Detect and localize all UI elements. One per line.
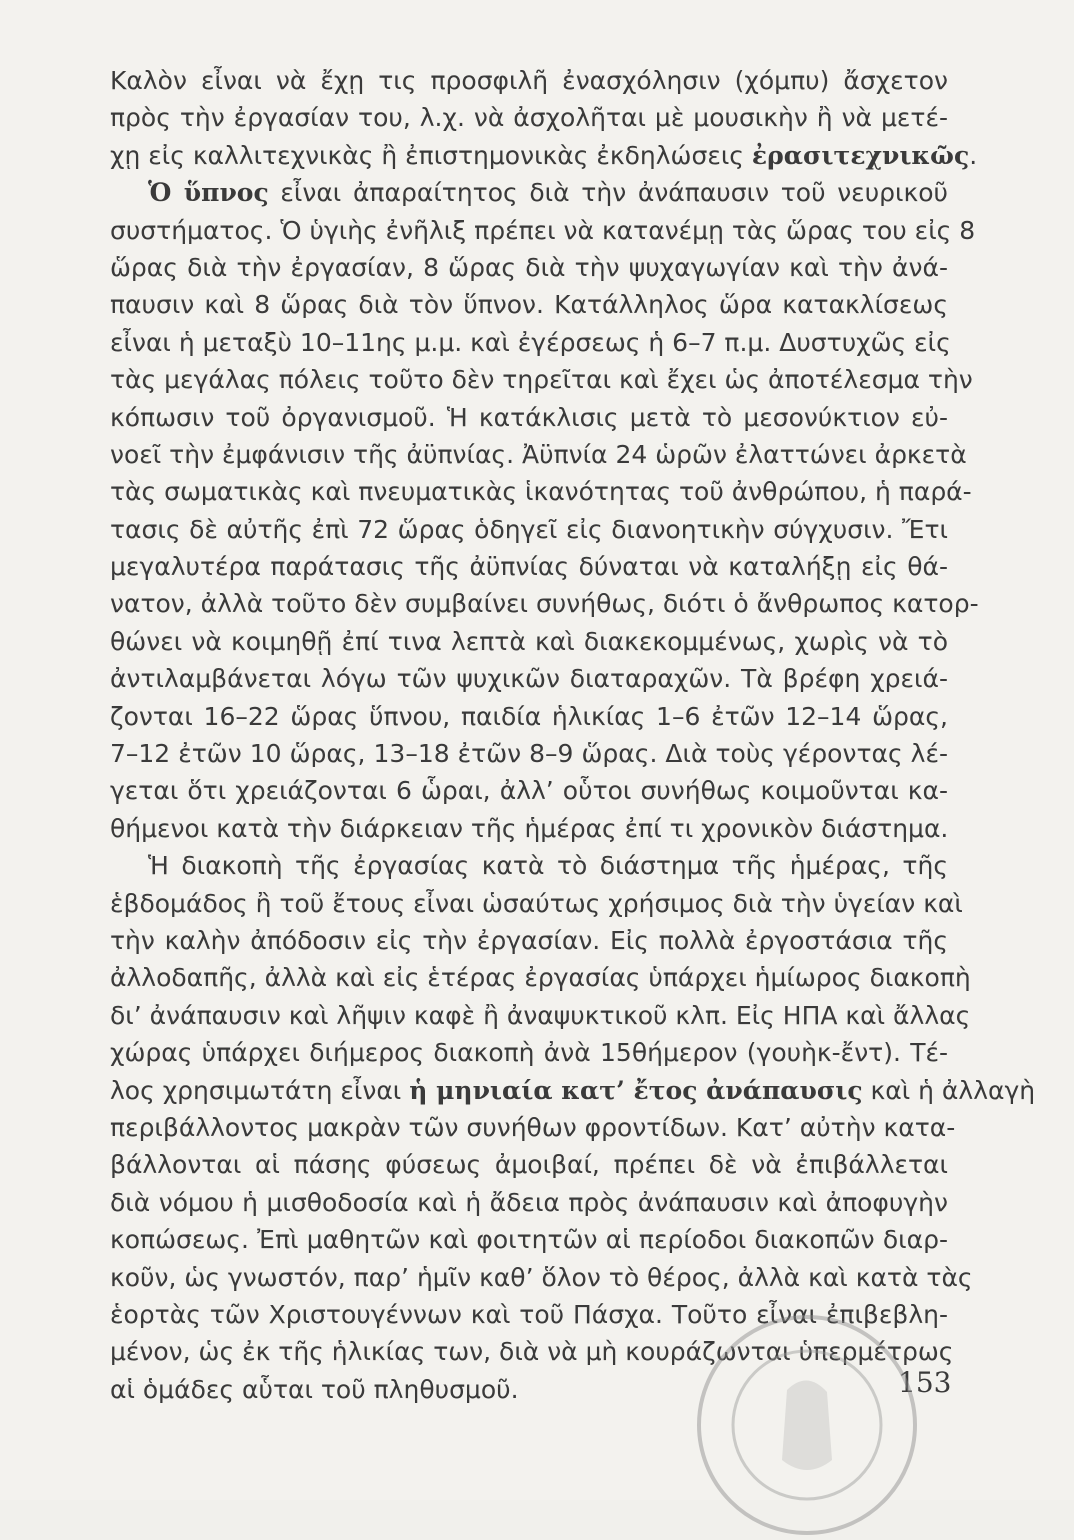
text-line: αἱ ὁμάδες αὗται τοῦ πληθυσμοῦ. (110, 1374, 519, 1404)
text-line: ἀντιλαμβάνεται λόγω τῶν ψυχικῶν διαταραχῶν. Τὰ βρέφη χρειά- (110, 664, 948, 694)
text-line: 7–12 ἐτῶν 10 ὥρας, 13–18 ἐτῶν 8–9 ὥρας. Διὰ τοὺς γέροντας λέ- (110, 739, 948, 769)
text-line: παυσιν καὶ 8 ὥρας διὰ τὸν ὕπνον. Κατάλληλος ὥρα κατακλίσεως (110, 290, 948, 320)
text-line: ὥρας διὰ τὴν ἐργασίαν, 8 ὥρας διὰ τὴν ψυχαγωγίαν καὶ τὴν ἀνά- (110, 252, 948, 282)
text-line: γεται ὅτι χρειάζονται 6 ὧραι, ἀλλ’ οὗτοι συνήθως κοιμοῦνται κα- (110, 776, 948, 806)
bold-term: ἡ μηνιαία κατ’ ἔτος ἀνάπαυσις (409, 1075, 863, 1105)
text-line: τὴν καλὴν ἀπόδοσιν εἰς τὴν ἐργασίαν. Εἰς πολλὰ ἐργοστάσια τῆς (110, 925, 948, 955)
text-line: Ἡ διακοπὴ τῆς ἐργασίας κατὰ τὸ διάστημα τῆς ἡμέρας, τῆς (148, 851, 948, 881)
text-line: μεγαλυτέρα παράτασις τῆς ἀϋπνίας δύναται νὰ καταλήξῃ εἰς θά- (110, 552, 948, 582)
text-line: μένον, ὡς ἐκ τῆς ἡλικίας των, διὰ νὰ μὴ κουράζωνται ὑπερμέτρως (110, 1337, 954, 1367)
text-line: ζονται 16–22 ὥρας ὕπνου, παιδία ἡλικίας 1–6 ἐτῶν 12–14 ὥρας, (110, 701, 948, 731)
library-stamp-icon (692, 1310, 922, 1540)
text-segment: εἶναι ἀπαραίτητος διὰ τὴν ἀνάπαυσιν τοῦ νευρικοῦ (268, 178, 948, 208)
body-text (110, 62, 1036, 1408)
bold-term: ἐρασιτεχνικῶς (751, 140, 970, 170)
text-line: συστήματος. Ὁ ὑγιὴς ἐνῆλιξ πρέπει νὰ κατανέμῃ τὰς ὥρας του εἰς 8 (110, 215, 976, 245)
text-line: πρὸς τὴν ἐργασίαν του, λ.χ. νὰ ἀσχολῆται μὲ μουσικὴν ἢ νὰ μετέ- (110, 103, 948, 133)
text-segment: λος χρησιμωτάτη εἶναι (110, 1075, 410, 1105)
text-line: κόπωσιν τοῦ ὀργανισμοῦ. Ἡ κατάκλισις μετὰ τὸ μεσονύκτιον εὐ- (110, 402, 948, 432)
text-line (110, 174, 948, 211)
text-line: τὰς σωματικὰς καὶ πνευματικὰς ἱκανότητας τοῦ ἀνθρώπου, ἡ παρά- (110, 477, 972, 507)
text-line: ἑορτὰς τῶν Χριστουγέννων καὶ τοῦ Πάσχα. Τοῦτο εἶναι ἐπιβεβλη- (110, 1299, 948, 1329)
text-line: εἶναι ἡ μεταξὺ 10–11ης μ.μ. καὶ ἐγέρσεως ἡ 6–7 π.μ. Δυστυχῶς εἰς (110, 327, 951, 357)
text-line: βάλλονται αἱ πάσης φύσεως ἀμοιβαί, πρέπει δὲ νὰ ἐπιβάλλεται (110, 1150, 948, 1180)
text-line: ἀλλοδαπῆς, ἀλλὰ καὶ εἰς ἑτέρας ἐργασίας ὑπάρχει ἡμίωρος διακοπὴ (110, 963, 971, 993)
text-line: περιβάλλοντος μακρὰν τῶν συνήθων φροντίδων. Κατ’ αὐτὴν κατα- (110, 1112, 956, 1142)
text-line (110, 137, 978, 174)
text-line: διὰ νόμου ἡ μισθοδοσία καὶ ἡ ἄδεια πρὸς ἀνάπαυσιν καὶ ἀποφυγὴν (110, 1187, 948, 1217)
text-line: κοῦν, ὡς γνωστόν, παρ’ ἡμῖν καθ’ ὅλον τὸ θέρος, ἀλλὰ καὶ κατὰ τὰς (110, 1262, 973, 1292)
text-segment: χῃ εἰς καλλιτεχνικὰς ἢ ἐπιστημονικὰς ἐκδηλώσεις (110, 140, 752, 170)
text-line: θήμενοι κατὰ τὴν διάρκειαν τῆς ἡμέρας ἐπί τι χρονικὸν διάστημα. (110, 813, 949, 843)
text-line: νατον, ἀλλὰ τοῦτο δὲν συμβαίνει συνήθως, διότι ὁ ἄνθρωπος κατορ- (110, 589, 979, 619)
text-line: ἑβδομάδος ἢ τοῦ ἔτους εἶναι ὡσαύτως χρήσιμος διὰ τὴν ὑγείαν καὶ (110, 888, 963, 918)
bold-term: Ὁ ὕπνος (148, 178, 269, 208)
text-segment: . (969, 140, 978, 170)
text-line: θώνει νὰ κοιμηθῇ ἐπί τινα λεπτὰ καὶ διακεκομμένως, χωρὶς νὰ τὸ (110, 626, 948, 656)
text-line: Καλὸν εἶναι νὰ ἔχῃ τις προσφιλῆ ἐνασχόλησιν (χόμπυ) ἄσχετον (110, 66, 948, 95)
text-line: δι’ ἀνάπαυσιν καὶ λῆψιν καφὲ ἢ ἀναψυκτικοῦ κλπ. Εἰς ΗΠΑ καὶ ἄλλας (110, 1000, 971, 1030)
text-line: χώρας ὑπάρχει διήμερος διακοπὴ ἀνὰ 15θήμερον (γουὴκ-ἔντ). Τέ- (110, 1038, 948, 1068)
text-line: τασις δὲ αὐτῆς ἐπὶ 72 ὥρας ὁδηγεῖ εἰς διανοητικὴν σύγχυσιν. Ἔτι (110, 514, 948, 544)
page-number: 153 (898, 1366, 952, 1399)
text-line: τὰς μεγάλας πόλεις τοῦτο δὲν τηρεῖται καὶ ἔχει ὡς ἀποτέλεσμα τὴν (110, 365, 973, 395)
text-line: κοπώσεως. Ἐπὶ μαθητῶν καὶ φοιτητῶν αἱ περίοδοι διακοπῶν διαρ- (110, 1225, 948, 1255)
text-line: νοεῖ τὴν ἐμφάνισιν τῆς ἀϋπνίας. Ἀϋπνία 24 ὡρῶν ἐλαττώνει ἀρκετὰ (110, 439, 967, 469)
text-segment: καὶ ἡ ἀλλαγὴ (862, 1075, 1036, 1105)
text-line (110, 1072, 1036, 1109)
